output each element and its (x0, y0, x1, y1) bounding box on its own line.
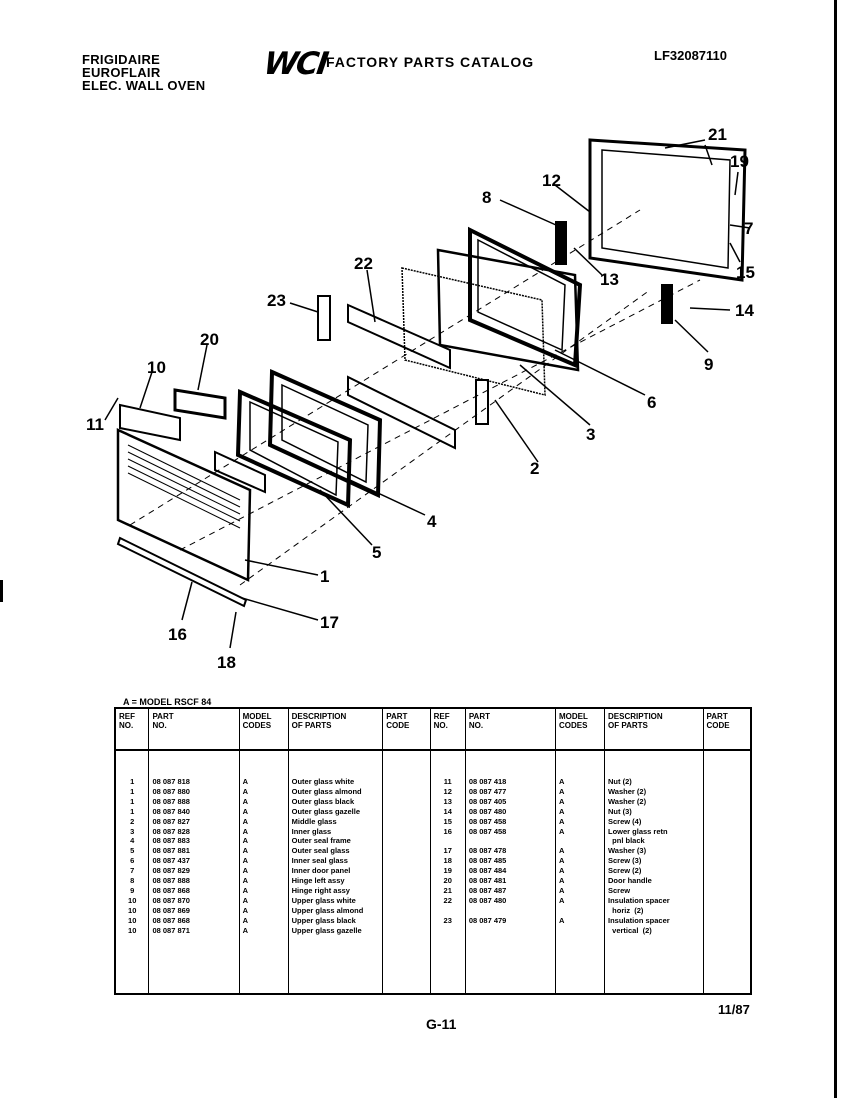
table-body-row (115, 750, 751, 994)
callout-7: 7 (744, 219, 754, 238)
callout-4: 4 (427, 512, 437, 531)
header-ref-no-2: REF NO. (430, 708, 465, 750)
ref-column-right: 11 12 13 14 15 16 17 18 19 20 21 22 23 (430, 750, 465, 994)
model-column-right: A A A A A A A A A A A A A (555, 750, 604, 994)
callout-15: 15 (736, 263, 755, 282)
vert-spacer-part (318, 296, 330, 340)
header-part-no-2: PART NO. (465, 708, 555, 750)
horiz-spacer-part (348, 305, 450, 368)
hinge-right-part (662, 285, 672, 323)
inner-glass-part (402, 268, 545, 395)
callout-13: 13 (600, 270, 619, 289)
catalog-date: 11/87 (718, 1002, 750, 1017)
callout-17: 17 (320, 613, 339, 632)
ref-column-left: 1 1 1 1 2 3 4 5 6 7 8 9 10 10 10 10 (115, 750, 149, 994)
code-column-left (383, 750, 430, 994)
callout-10: 10 (147, 358, 166, 377)
vert-spacer-right-part (476, 380, 488, 424)
header-model-codes: MODEL CODES (239, 708, 288, 750)
brand-line-3: ELEC. WALL OVEN (82, 78, 206, 93)
header-description: DESCRIPTION OF PARTS (288, 708, 383, 750)
callout-2: 2 (530, 459, 540, 478)
model-code-note: A = MODEL RSCF 84 (123, 697, 212, 707)
part-column-left: 08 087 818 08 087 880 08 087 888 08 087 840 08 087 827 08 087 828 08 087 883 08 087 881 08 087 437 08 087 829 08 087 888 08 087 868 08 087 870 08 087 869 08 087 868 08 087 871 (149, 750, 239, 994)
desc-column-left: Outer glass white Outer glass almond Outer glass black Outer glass gazelle Middle glass Inner glass Outer seal frame Outer seal glass Inner seal glass Inner door panel Hinge left assy Hinge right assy Upper glass white Upper glass almond Upper glass black Upper glass gazelle (288, 750, 383, 994)
callout-23: 23 (267, 291, 286, 310)
callout-8: 8 (482, 188, 492, 207)
callout-3: 3 (586, 425, 596, 444)
catalog-id: LF32087110 (654, 48, 728, 63)
callout-18: 18 (217, 653, 236, 672)
callout-5: 5 (372, 543, 382, 562)
callout-12: 12 (542, 171, 561, 190)
model-column-left: A A A A A A A A A A A A A A A A (239, 750, 288, 994)
table-header-row (115, 708, 751, 750)
catalog-title: FACTORY PARTS CATALOG (326, 54, 535, 70)
desc-column-right: Nut (2) Washer (2) Washer (2) Nut (3) Screw (4) Lower glass retn pnl black Washer (3) Screw (3) Screw (2) Door handle Screw Insulation spacer horiz (2) Insulation spacer vertical (2) (605, 750, 704, 994)
header-ref-no: REF NO. (115, 708, 149, 750)
header-description-2: DESCRIPTION OF PARTS (605, 708, 704, 750)
callout-20: 20 (200, 330, 219, 349)
page-number: G-11 (426, 1016, 457, 1032)
callout-1: 1 (320, 567, 330, 586)
header-part-code: PART CODE (383, 708, 430, 750)
callout-16: 16 (168, 625, 187, 644)
code-column-right (703, 750, 751, 994)
header-part-no: PART NO. (149, 708, 239, 750)
header-model-codes-2: MODEL CODES (555, 708, 604, 750)
callout-11: 11 (86, 415, 104, 434)
brand-line-2: EUROFLAIR (82, 65, 161, 80)
parts-list-table (114, 707, 752, 995)
callout-19: 19 (730, 152, 749, 171)
part-column-right: 08 087 418 08 087 477 08 087 405 08 087 480 08 087 458 08 087 458 08 087 478 08 087 485 08 087 484 08 087 481 08 087 487 08 087 480 08 087 479 (465, 750, 555, 994)
wci-logo: WCI (261, 46, 330, 82)
callout-14: 14 (735, 301, 754, 320)
callout-9: 9 (704, 355, 714, 374)
door-handle-part (175, 390, 225, 418)
outer-glass-part (118, 430, 250, 580)
hinge-left-part (556, 222, 566, 264)
callout-22: 22 (354, 254, 373, 273)
inner-door-panel-part (438, 250, 578, 370)
callout-6: 6 (647, 393, 657, 412)
callout-21: 21 (708, 125, 727, 144)
header-part-code-2: PART CODE (703, 708, 751, 750)
brand-line-1: FRIGIDAIRE (82, 52, 161, 67)
